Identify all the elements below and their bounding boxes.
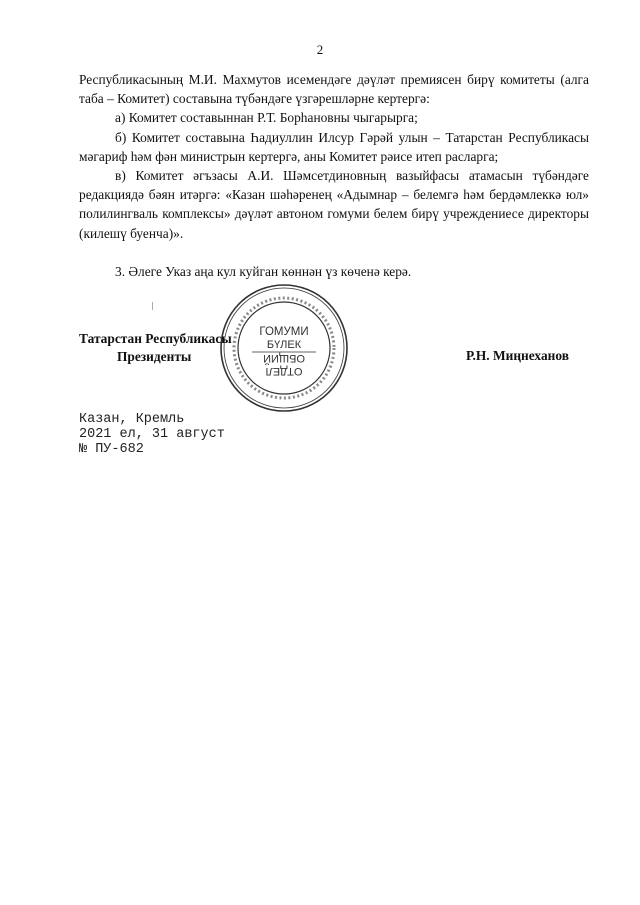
margin-mark	[152, 302, 153, 310]
paragraph-committee-intro: Республикасының М.И. Махмутов исемендәге дәүләт премиясен бирү комитеты (алга таба – Комитет) составына түбәндәге үзгәрешләрне кертергә:	[79, 72, 589, 107]
official-seal-stamp	[218, 282, 350, 414]
stamp-line-3: ОТДЕЛ	[265, 365, 303, 377]
stamp-line-1: ГОМУМИ	[259, 326, 309, 338]
signature-title-line-2: Президенты	[117, 349, 192, 364]
page-number: 2	[316, 42, 324, 57]
footer-date: 2021 ел, 31 август	[79, 427, 225, 442]
signature-title	[79, 330, 232, 366]
paragraph-item-b: б) Комитет составына Һадиуллин Илсур Гәрәй улын – Татарстан Республикасы мәгариф һәм фән министрын кертергә, аны Комитет рәисе итеп расларга;	[79, 129, 589, 164]
footer-place: Казан, Кремль	[79, 412, 185, 427]
paragraph-item-a: а) Комитет составыннан Р.Т. Борһановны чыгарырга;	[115, 110, 418, 126]
paragraph-spacer	[79, 243, 589, 262]
stamp-line-2: БҮЛЕК	[266, 339, 302, 351]
decree-footer	[79, 412, 225, 457]
stamp-line-4: ОБЩИЙ	[263, 352, 305, 364]
signatory-name: Р.Н. Миңнеханов	[466, 348, 569, 363]
paragraph-item-v: в) Комитет әгъзасы А.И. Шәмсетдиновның вазыйфасы атамасын түбәндәге редакциядә бәян итәргә: «Казан шәһәренең «Адымнар – белемгә һәм бердәмлеккә юл» полилингваль комплексы» дәүләт автоном гомуми белем бирү учреждениесе директоры (килешү буенча)».	[79, 168, 589, 241]
decree-body	[79, 70, 589, 281]
paragraph-effective-date: 3. Әлеге Указ аңа кул куйган көннән үз көченә керә.	[115, 263, 412, 279]
footer-number: № ПУ-682	[79, 442, 144, 457]
signature-title-line-1: Татарстан Республикасы	[79, 331, 232, 346]
